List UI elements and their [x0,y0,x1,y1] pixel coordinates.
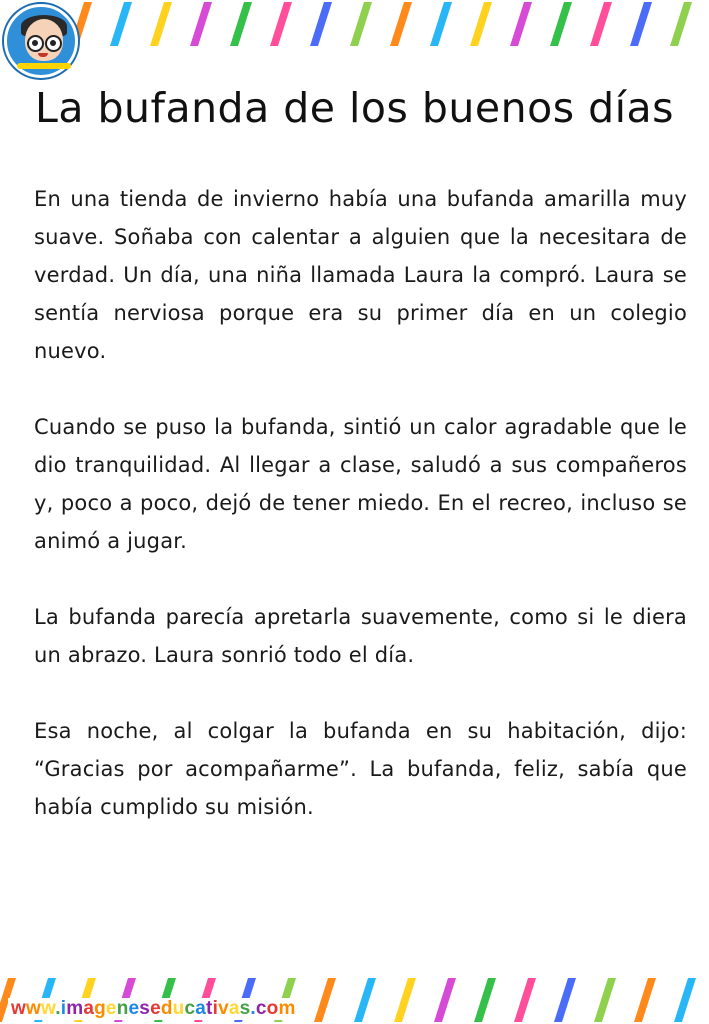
decorative-stripe [670,2,692,46]
story-paragraph-1: En una tienda de invierno había una bufanda amarilla muy suave. Soñaba con calentar a alguien que la necesitara de verdad. Un día, una niña llamada Laura la compró. Laura se sentía nerviosa porque era su primer día en un colegio nuevo. [34,187,687,363]
decorative-stripe [354,978,376,1022]
decorative-stripe [394,978,416,1022]
top-stripes-graphic [0,0,709,48]
page-title: La bufanda de los buenos días [35,84,674,132]
top-decorative-stripes [0,0,709,48]
decorative-stripe [314,978,336,1022]
decorative-stripe [630,2,652,46]
decorative-stripe [110,2,132,46]
site-logo [4,4,78,78]
footer-website-link[interactable]: www.imageneseducativas.com [8,998,299,1020]
decorative-stripe [434,978,456,1022]
decorative-stripe [514,978,536,1022]
story-body [34,180,687,864]
decorative-stripe [594,978,616,1022]
decorative-stripe [510,2,532,46]
story-paragraph-3: La bufanda parecía apretarla suavemente, como si le diera un abrazo. Laura sonrió todo el día. [34,605,687,667]
decorative-stripe [674,978,696,1022]
logo-glasses-right [45,35,62,52]
decorative-stripe [350,2,372,46]
decorative-stripe [150,2,172,46]
decorative-stripe [634,978,656,1022]
decorative-stripe [550,2,572,46]
decorative-stripe [554,978,576,1022]
decorative-stripe [230,2,252,46]
decorative-stripe [430,2,452,46]
logo-banner [17,63,71,69]
story-paragraph-4: Esa noche, al colgar la bufanda en su habitación, dijo: “Gracias por acompañarme”. La bufanda, feliz, sabía que había cumplido su misión. [34,719,687,819]
decorative-stripe [270,2,292,46]
decorative-stripe [590,2,612,46]
decorative-stripe [390,2,412,46]
decorative-stripe [474,978,496,1022]
decorative-stripe [470,2,492,46]
decorative-stripe [310,2,332,46]
logo-glasses-left [27,35,44,52]
decorative-stripe [190,2,212,46]
story-paragraph-2: Cuando se puso la bufanda, sintió un calor agradable que le dio tranquilidad. Al llegar a clase, saludó a sus compañeros y, poco a poco, dejó de tener miedo. En el recreo, incluso se animó a jugar. [34,415,687,553]
